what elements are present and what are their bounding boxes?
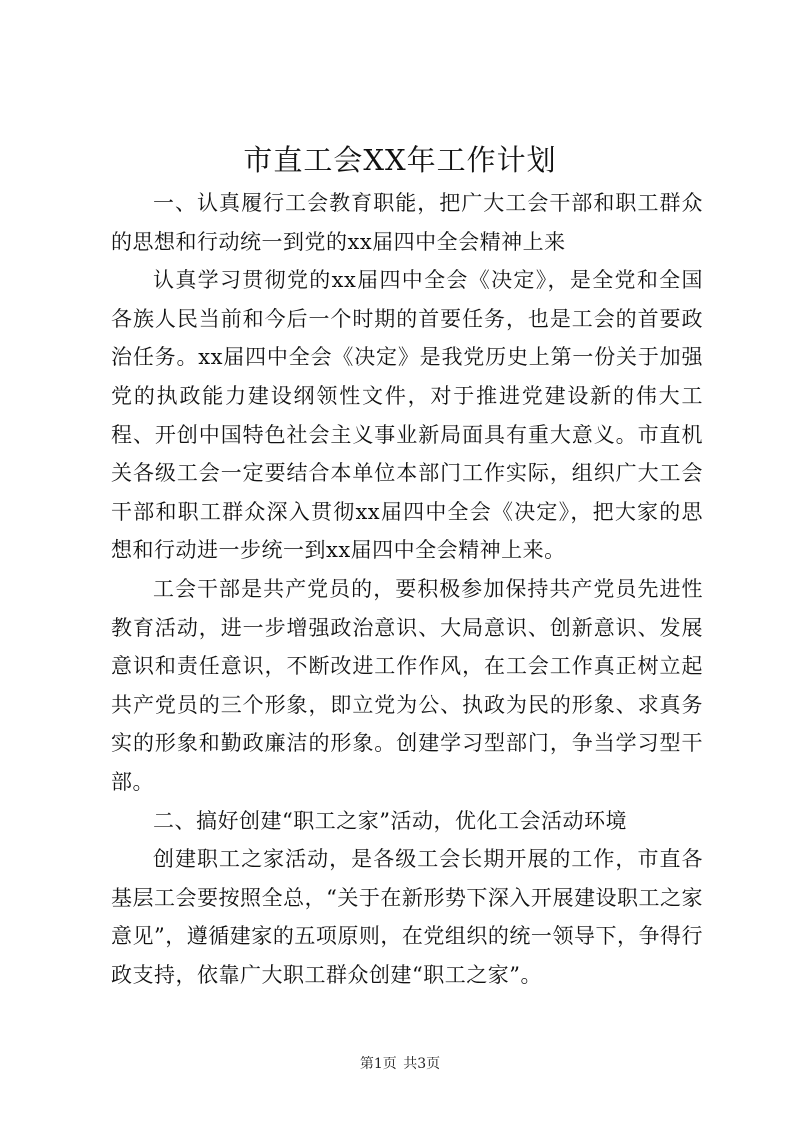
body-paragraph-3: 创建职工之家活动，是各级工会长期开展的工作，市直各基层工会要按照全总，“关于在新形势下深入开展建设职工之家意见”，遵循建家的五项原则，在党组织的统一领导下，争得行政支持，依靠广大职工群众创建“职工之家”。: [111, 847, 703, 987]
section-heading-1: 一、认真履行工会教育职能，把广大工会干部和职工群众的思想和行动统一到党的xx届四中全会精神上来: [111, 191, 703, 254]
page-total: 共3页: [403, 1056, 441, 1072]
body-paragraph-1: 认真学习贯彻党的xx届四中全会《决定》，是全党和全国各族人民当前和今后一个时期的首要任务，也是工会的首要政治任务。xx届四中全会《决定》是我党历史上第一份关于加强党的执政能力建设纲领性文件，对于推进党建设新的伟大工程、开创中国特色社会主义事业新局面具有重大意义。市直机关各级工会一定要结合本单位本部门工作实际，组织广大工会干部和职工群众深入贯彻xx届四中全会《决定》，把大家的思想和行动进一步统一到xx届四中全会精神上来。: [111, 268, 703, 563]
section-heading-2: 二、搞好创建“职工之家”活动，优化工会活动环境: [153, 808, 627, 833]
body-paragraph-2: 工会干部是共产党员的，要积极参加保持共产党员先进性教育活动，进一步增强政治意识、大局意识、创新意识、发展意识和责任意识，不断改进工作作风，在工会工作真正树立起共产党员的三个形象，即立党为公、执政为民的形象、求真务实的形象和勤政廉洁的形象。创建学习型部门，争当学习型干部。: [111, 576, 703, 794]
page-footer: [0, 1054, 800, 1074]
document-title: 市直工会XX年工作计划: [243, 143, 557, 177]
page-number: 第1页: [359, 1056, 397, 1072]
document-body: [111, 184, 703, 994]
